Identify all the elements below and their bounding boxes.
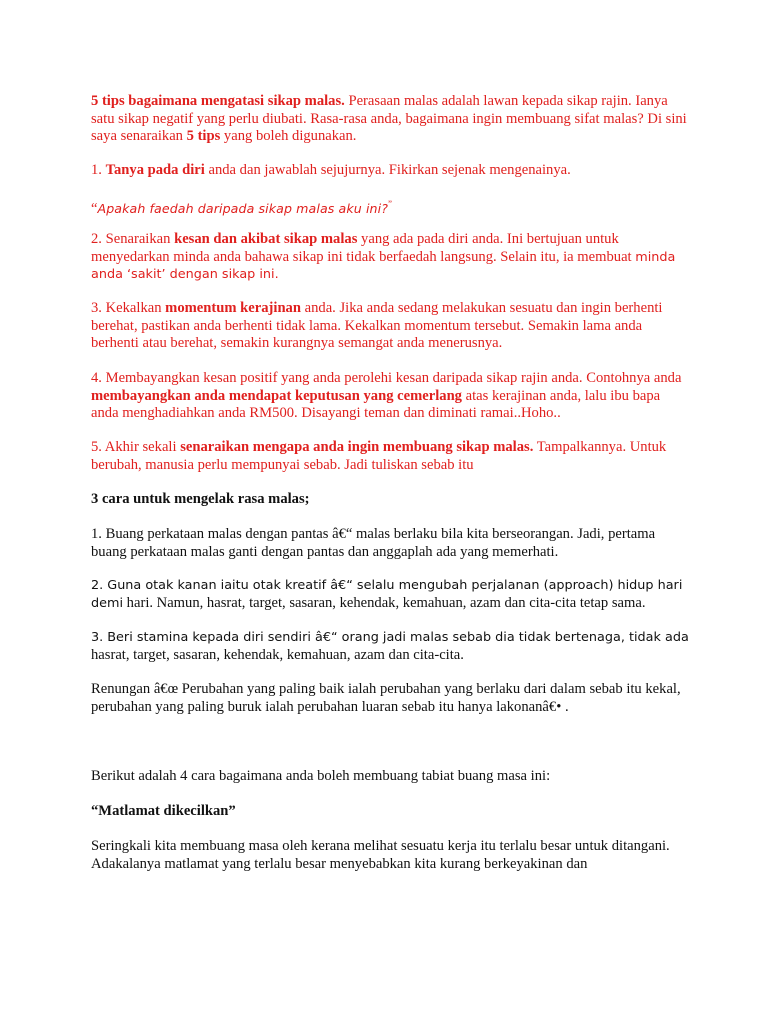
renungan-paragraph: Renungan â€œ Perubahan yang paling baik ialah perubahan yang berlaku dari dalam sebab itu kekal, perubahan yang paling buruk ialah perubahan luaran sebab itu hanya lakonanâ€• . <box>91 681 681 715</box>
section-heading-3-cara: 3 cara untuk mengelak rasa malas; <box>91 491 310 507</box>
berikut-paragraph: Berikut adalah 4 cara bagaimana anda boleh membuang tabiat buang masa ini: <box>91 768 551 784</box>
intro-title: 5 tips bagaimana mengatasi sikap malas. <box>91 93 345 109</box>
intro-paragraph: 5 tips bagaimana mengatasi sikap malas. Perasaan malas adalah lawan kepada sikap rajin. Ianya satu sikap negatif yang perlu diubati. Rasa-rasa anda, bagaimana ingin membuang sifat malas? Di sini saya senaraikan 5 tips yang boleh digunakan. <box>91 93 687 145</box>
tip-1-quote: “Apakah faedah daripada sikap malas aku ini?” <box>91 199 393 217</box>
cara-3-paragraph: 3. Beri stamina kepada diri sendiri â€“ orang jadi malas sebab dia tidak bertenaga, tidak ada hasrat, target, sasaran, kehendak, kemahuan, azam dan cita-cita. <box>91 630 689 663</box>
matlamat-heading: “Matlamat dikecilkan” <box>91 803 236 819</box>
matlamat-paragraph: Seringkali kita membuang masa oleh kerana melihat sesuatu kerja itu terlalu besar untuk ditangani. Adakalanya matlamat yang terlalu besar menyebabkan kita kurang berkeyakinan dan <box>91 838 670 872</box>
tip-3-paragraph: 3. Kekalkan momentum kerajinan anda. Jika anda sedang melakukan sesuatu dan ingin berhenti berehat, pastikan anda berhenti tidak lama. Kekalkan momentum tersebut. Semakin lama anda berhenti atau berehat, semakin kurangnya semangat anda menerusnya. <box>91 300 663 352</box>
tip-2-paragraph: 2. Senaraikan kesan dan akibat sikap malas yang ada pada diri anda. Ini bertujuan untuk menyedarkan minda anda bahawa sikap ini tidak berfaedah langsung. Selain itu, ia membuat minda anda ‘sakit’ dengan sikap ini. <box>91 231 676 283</box>
tip-4-paragraph: 4. Membayangkan kesan positif yang anda perolehi kesan daripada sikap rajin anda. Contohnya anda membayangkan anda mendapat keputusan yang cemerlang atas kerajinan anda, lalu ibu bapa anda menghadiahkan anda RM500. Disayangi teman dan diminati ramai..Hoho.. <box>91 370 682 422</box>
cara-1-paragraph: 1. Buang perkataan malas dengan pantas â€“ malas berlaku bila kita berseorangan. Jadi, pertama buang perkataan malas ganti dengan pantas dan anggaplah ada yang memerhati. <box>91 526 656 560</box>
tip-5-paragraph: 5. Akhir sekali senaraikan mengapa anda ingin membuang sikap malas. Tampalkannya. Untuk berubah, manusia perlu mempunyai sebab. Jadi tuliskan sebab itu <box>91 439 667 473</box>
tip-1-paragraph: 1. Tanya pada diri anda dan jawablah sejujurnya. Fikirkan sejenak mengenainya. <box>91 162 571 178</box>
cara-2-paragraph: 2. Guna otak kanan iaitu otak kreatif â€“ selalu mengubah perjalanan (approach) hidup hari demi hari. Namun, hasrat, target, sasaran, kehendak, kemahuan, azam dan cita-cita tetap sama. <box>91 578 683 611</box>
